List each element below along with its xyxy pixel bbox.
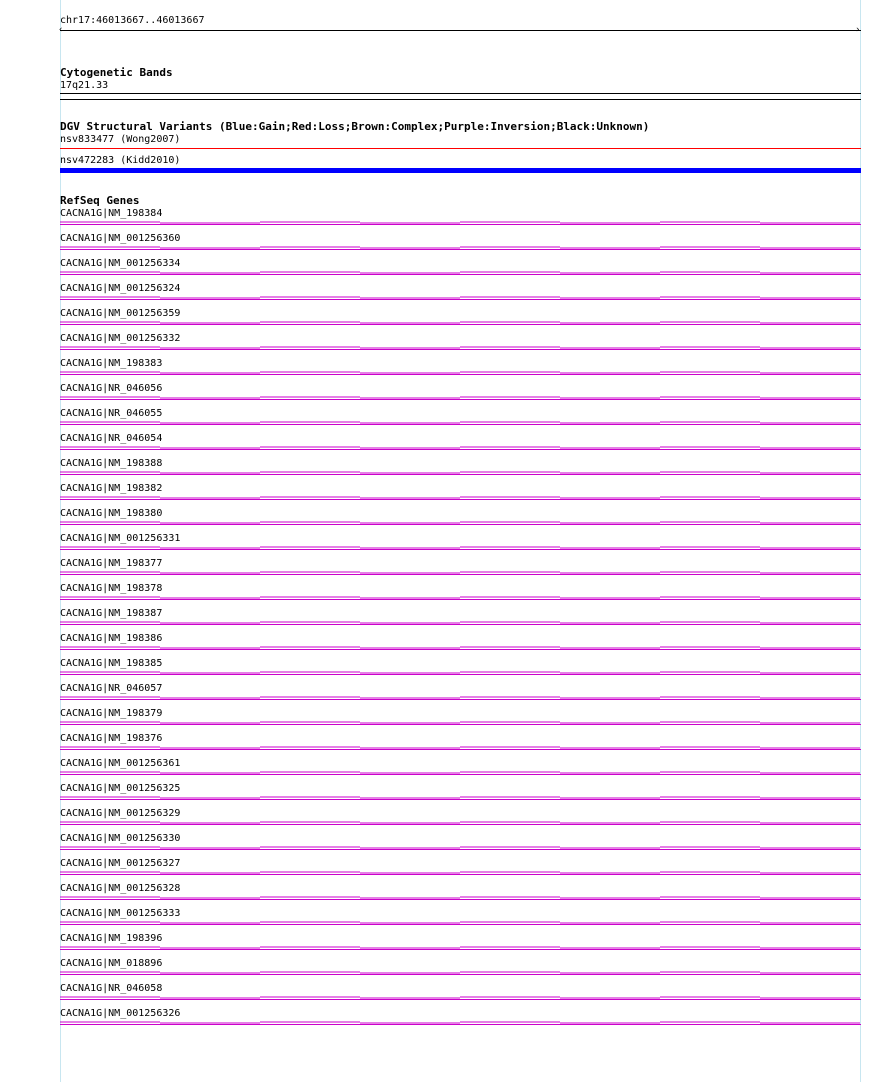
gene-row[interactable]: [60, 1008, 861, 1033]
gene-intron-track[interactable]: [60, 408, 861, 433]
gene-row[interactable]: [60, 283, 861, 308]
gene-row[interactable]: [60, 758, 861, 783]
gene-row[interactable]: [60, 958, 861, 983]
gene-label[interactable]: CACNA1G|NM_001256324: [60, 283, 181, 294]
gene-label[interactable]: CACNA1G|NM_001256360: [60, 233, 181, 244]
gene-intron-track[interactable]: [60, 333, 861, 358]
gene-label[interactable]: CACNA1G|NM_198378: [60, 583, 163, 594]
gene-row[interactable]: [60, 458, 861, 483]
gene-row[interactable]: [60, 408, 861, 433]
gene-label[interactable]: CACNA1G|NM_001256329: [60, 808, 181, 819]
gene-label[interactable]: CACNA1G|NM_198396: [60, 933, 163, 944]
gene-label[interactable]: CACNA1G|NM_001256328: [60, 883, 181, 894]
dgv-variant-bar-loss[interactable]: [60, 148, 861, 149]
gene-label[interactable]: CACNA1G|NM_018896: [60, 958, 163, 969]
gene-label[interactable]: CACNA1G|NM_198379: [60, 708, 163, 719]
gene-row[interactable]: [60, 358, 861, 383]
gene-intron-track[interactable]: [60, 208, 861, 233]
gene-intron-track[interactable]: [60, 758, 861, 783]
gene-label[interactable]: CACNA1G|NM_198386: [60, 633, 163, 644]
ruler-right-arrow-icon: ›: [855, 25, 861, 35]
gene-row[interactable]: [60, 608, 861, 633]
gene-row[interactable]: [60, 333, 861, 358]
gene-row[interactable]: [60, 733, 861, 758]
gene-row[interactable]: [60, 833, 861, 858]
gene-intron-track[interactable]: [60, 908, 861, 933]
gene-row[interactable]: [60, 983, 861, 1008]
dgv-track-title: DGV Structural Variants (Blue:Gain;Red:Loss;Brown:Complex;Purple:Inversion;Black:Unknown): [60, 120, 650, 133]
gene-intron-track[interactable]: [60, 883, 861, 908]
gene-label[interactable]: CACNA1G|NM_198388: [60, 458, 163, 469]
gene-row[interactable]: [60, 383, 861, 408]
cytoband-track-title: Cytogenetic Bands: [60, 66, 173, 79]
gene-row[interactable]: [60, 208, 861, 233]
gene-row[interactable]: [60, 783, 861, 808]
refseq-track-title: RefSeq Genes: [60, 194, 140, 207]
gene-intron-track[interactable]: [60, 608, 861, 633]
gene-intron-track[interactable]: [60, 658, 861, 683]
gene-label[interactable]: CACNA1G|NR_046055: [60, 408, 163, 419]
gene-intron-track[interactable]: [60, 283, 861, 308]
gene-intron-track[interactable]: [60, 508, 861, 533]
gene-row[interactable]: [60, 508, 861, 533]
gene-row[interactable]: [60, 258, 861, 283]
gene-intron-track[interactable]: [60, 233, 861, 258]
ruler-left-arrow-icon: ‹: [58, 25, 64, 35]
gene-row[interactable]: [60, 583, 861, 608]
gene-intron-track[interactable]: [60, 983, 861, 1008]
gene-row[interactable]: [60, 433, 861, 458]
gene-intron-track[interactable]: [60, 783, 861, 808]
gene-intron-track[interactable]: [60, 483, 861, 508]
gene-row[interactable]: [60, 558, 861, 583]
gene-row[interactable]: [60, 533, 861, 558]
gene-intron-track[interactable]: [60, 683, 861, 708]
gene-row[interactable]: [60, 308, 861, 333]
gene-label[interactable]: CACNA1G|NR_046056: [60, 383, 163, 394]
gene-intron-track[interactable]: [60, 383, 861, 408]
gene-label[interactable]: CACNA1G|NM_001256332: [60, 333, 181, 344]
gene-intron-track[interactable]: [60, 433, 861, 458]
gene-row[interactable]: [60, 683, 861, 708]
dgv-variant-bar-gain[interactable]: [60, 168, 861, 173]
cytoband-bar-bottom: [60, 99, 861, 100]
gene-label[interactable]: CACNA1G|NM_198387: [60, 608, 163, 619]
gene-row[interactable]: [60, 483, 861, 508]
gene-intron-track[interactable]: [60, 558, 861, 583]
gene-intron-track[interactable]: [60, 833, 861, 858]
gene-intron-track[interactable]: [60, 858, 861, 883]
gene-label[interactable]: CACNA1G|NM_198383: [60, 358, 163, 369]
cytoband-bar-top: [60, 93, 861, 94]
gene-intron-track[interactable]: [60, 258, 861, 283]
gene-row[interactable]: [60, 858, 861, 883]
gene-row[interactable]: [60, 708, 861, 733]
gene-label[interactable]: CACNA1G|NM_001256334: [60, 258, 181, 269]
dgv-variant-label[interactable]: nsv472283 (Kidd2010): [60, 155, 181, 166]
gene-label[interactable]: CACNA1G|NM_198384: [60, 208, 163, 219]
gene-intron-track[interactable]: [60, 1008, 861, 1033]
gene-row[interactable]: [60, 633, 861, 658]
gene-intron-track[interactable]: [60, 733, 861, 758]
gene-intron-track[interactable]: [60, 308, 861, 333]
gene-intron-track[interactable]: [60, 958, 861, 983]
gene-label[interactable]: CACNA1G|NM_198377: [60, 558, 163, 569]
gene-row[interactable]: [60, 933, 861, 958]
gene-label[interactable]: CACNA1G|NM_198376: [60, 733, 163, 744]
gene-label[interactable]: CACNA1G|NM_001256325: [60, 783, 181, 794]
cytoband-label: 17q21.33: [60, 80, 109, 91]
gene-intron-track[interactable]: [60, 708, 861, 733]
gene-label[interactable]: CACNA1G|NM_001256331: [60, 533, 181, 544]
ruler-position-label: chr17:46013667..46013667: [60, 15, 205, 26]
ruler-line: [60, 30, 861, 31]
gene-label[interactable]: CACNA1G|NM_001256333: [60, 908, 181, 919]
gene-intron-track[interactable]: [60, 933, 861, 958]
gene-intron-track[interactable]: [60, 533, 861, 558]
gene-label[interactable]: CACNA1G|NM_001256330: [60, 833, 181, 844]
gene-row[interactable]: [60, 883, 861, 908]
gene-row[interactable]: [60, 658, 861, 683]
gene-label[interactable]: CACNA1G|NR_046058: [60, 983, 163, 994]
gene-label[interactable]: CACNA1G|NM_001256361: [60, 758, 181, 769]
gene-label[interactable]: CACNA1G|NM_001256327: [60, 858, 181, 869]
gene-label[interactable]: CACNA1G|NM_198380: [60, 508, 163, 519]
gene-row[interactable]: [60, 908, 861, 933]
gene-label[interactable]: CACNA1G|NM_198382: [60, 483, 163, 494]
gene-label[interactable]: CACNA1G|NM_001256326: [60, 1008, 181, 1019]
gene-label[interactable]: CACNA1G|NM_198385: [60, 658, 163, 669]
gene-intron-track[interactable]: [60, 458, 861, 483]
gene-intron-track[interactable]: [60, 358, 861, 383]
gene-row[interactable]: [60, 233, 861, 258]
gene-label[interactable]: CACNA1G|NM_001256359: [60, 308, 181, 319]
gene-label[interactable]: CACNA1G|NR_046054: [60, 433, 163, 444]
gene-intron-track[interactable]: [60, 808, 861, 833]
gene-intron-track[interactable]: [60, 633, 861, 658]
dgv-variant-label[interactable]: nsv833477 (Wong2007): [60, 134, 181, 145]
gene-row[interactable]: [60, 808, 861, 833]
gene-label[interactable]: CACNA1G|NR_046057: [60, 683, 163, 694]
gene-intron-track[interactable]: [60, 583, 861, 608]
